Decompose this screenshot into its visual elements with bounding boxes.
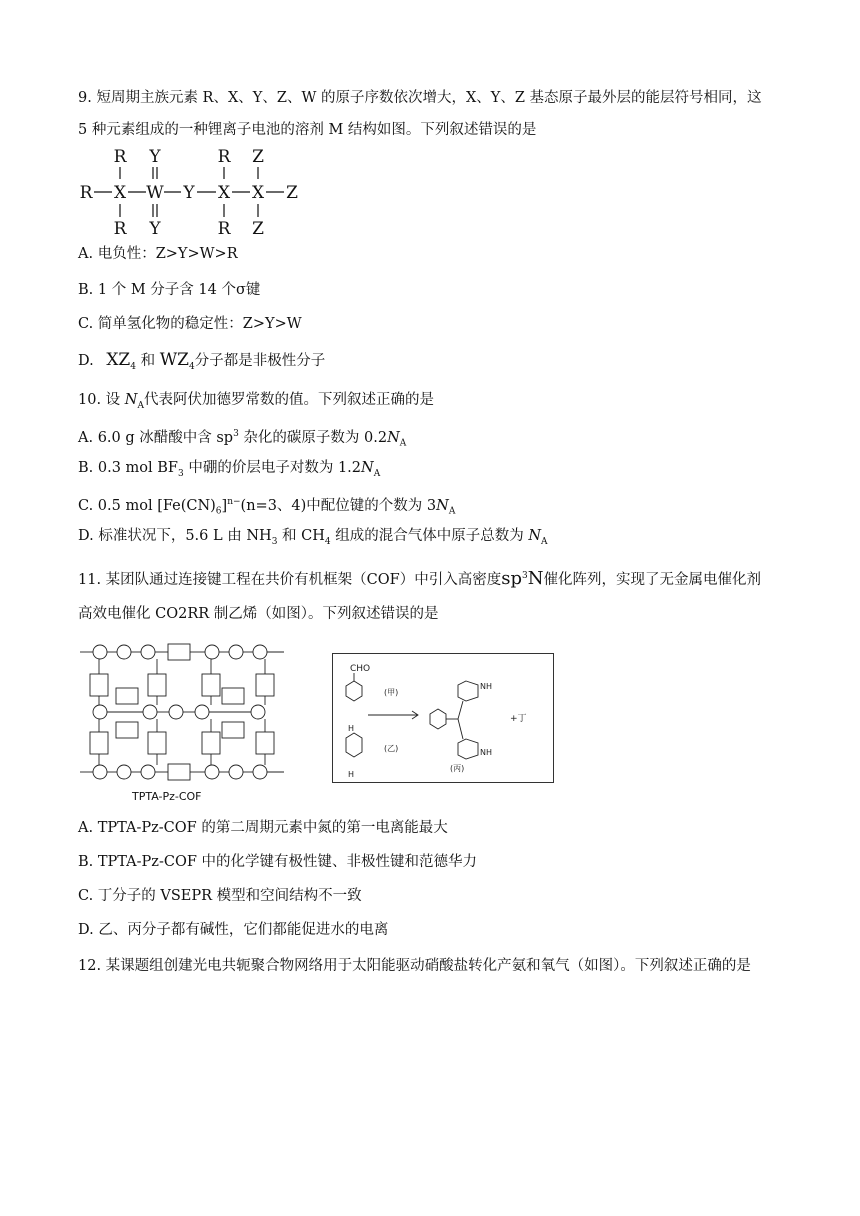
q9-stem-line1: 9. 短周期主族元素 R、X、Y、Z、W 的原子序数依次增大，X、Y、Z 基态原子最外层的能层符号相同，这: [78, 90, 762, 106]
q9-option-c: C. 简单氢化物的稳定性：Z>Y>W: [78, 316, 302, 332]
cho-label: CHO: [350, 664, 371, 674]
cof-row-top: [93, 644, 267, 660]
q11-option-b: B. TPTA-Pz-COF 中的化学键有极性键、非极性键和范德华力: [78, 854, 477, 870]
q9-option-a: A. 电负性：Z>Y>W>R: [78, 246, 238, 262]
atom-bot-1: R: [113, 219, 127, 238]
q12-stem: 12. 某课题组创建光电共轭聚合物网络用于太阳能驱动硝酸盐转化产氨和氧气（如图）。下列叙述正确的是: [78, 958, 751, 974]
piperazine-ring: [346, 733, 362, 757]
q10-option-d: D. 标准状况下，5.6 L 由 $NH_3$ 和 $CH_4$ 组成的混合气体中原子总数为 $N_A$: [78, 528, 548, 547]
atom-top-3: R: [217, 148, 231, 167]
atom-mid-1: R: [79, 183, 93, 203]
h-label-top: H: [348, 724, 355, 733]
q9-structure-diagram: [76, 148, 316, 238]
bing-label: (丙): [450, 764, 465, 773]
atom-bot-4: Z: [252, 219, 264, 238]
nh-label-bottom: NH: [480, 748, 492, 757]
atom-top-1: R: [113, 148, 127, 167]
atom-mid-2: X: [113, 183, 127, 203]
atom-mid-5: X: [217, 183, 231, 203]
nh-label-top: NH: [480, 682, 492, 691]
q11-option-c: C. 丁分子的 VSEPR 模型和空间结构不一致: [78, 888, 362, 904]
atom-top-2: Y: [149, 148, 161, 167]
q10-option-a: A. 6.0 g 冰醋酸中含 $sp^3$ 杂化的碳原子数为 $0.2N_A$: [78, 429, 407, 449]
benzaldehyde-ring: [346, 681, 362, 701]
ding-label: +丁: [510, 714, 527, 724]
atom-mid-3: W: [146, 183, 164, 203]
atom-mid-6: X: [251, 183, 265, 203]
yi-label: (乙): [384, 744, 399, 753]
q11-stem-line2: 高效电催化 CO2RR 制乙烯（如图）。下列叙述错误的是: [78, 606, 439, 622]
q10-stem: 10. 设 $N_A$代表阿伏加德罗常数的值。下列叙述正确的是: [78, 392, 434, 411]
jia-label: (甲): [384, 688, 399, 697]
h-label-bottom: H: [348, 770, 355, 779]
q9-option-b: B. 1 个 M 分子含 14 个σ键: [78, 282, 261, 298]
q9-option-d: D. $XZ_4$ 和 $WZ_4$分子都是非极性分子: [78, 350, 326, 372]
product-phenyl-ring: [430, 709, 446, 729]
atom-bot-3: R: [217, 219, 231, 238]
q9-stem-line2: 5 种元素组成的一种锂离子电池的溶剂 M 结构如图。下列叙述错误的是: [78, 122, 537, 138]
atom-mid-7: Z: [286, 183, 298, 203]
q10-option-c: C. 0.5 mol $[Fe(CN)_6]^{n-}(n=3$、4)中配位键的个数为 $3N_A$: [78, 497, 456, 517]
q11-option-d: D. 乙、丙分子都有碱性，它们都能促进水的电离: [78, 922, 389, 938]
q10-option-b: B. 0.3 mol $BF_3$ 中硼的价层电子对数为 $1.2N_A$: [78, 460, 381, 479]
cof-row-middle: [90, 659, 274, 765]
q11-stem-line1: 11. 某团队通过连接键工程在共价有机框架（COF）中引入高密度$sp^3N$催化阵列，实现了无金属电催化剂: [78, 567, 761, 589]
cof-figure-caption: TPTA-Pz-COF: [132, 790, 202, 803]
q11-option-a: A. TPTA-Pz-COF 的第二周期元素中氮的第一电离能最大: [78, 820, 448, 836]
cof-structure-figure: [72, 632, 292, 807]
atom-bot-2: Y: [149, 219, 161, 238]
atom-mid-4: Y: [183, 183, 195, 203]
reaction-scheme-figure: [332, 653, 554, 783]
atom-top-4: Z: [252, 148, 264, 167]
